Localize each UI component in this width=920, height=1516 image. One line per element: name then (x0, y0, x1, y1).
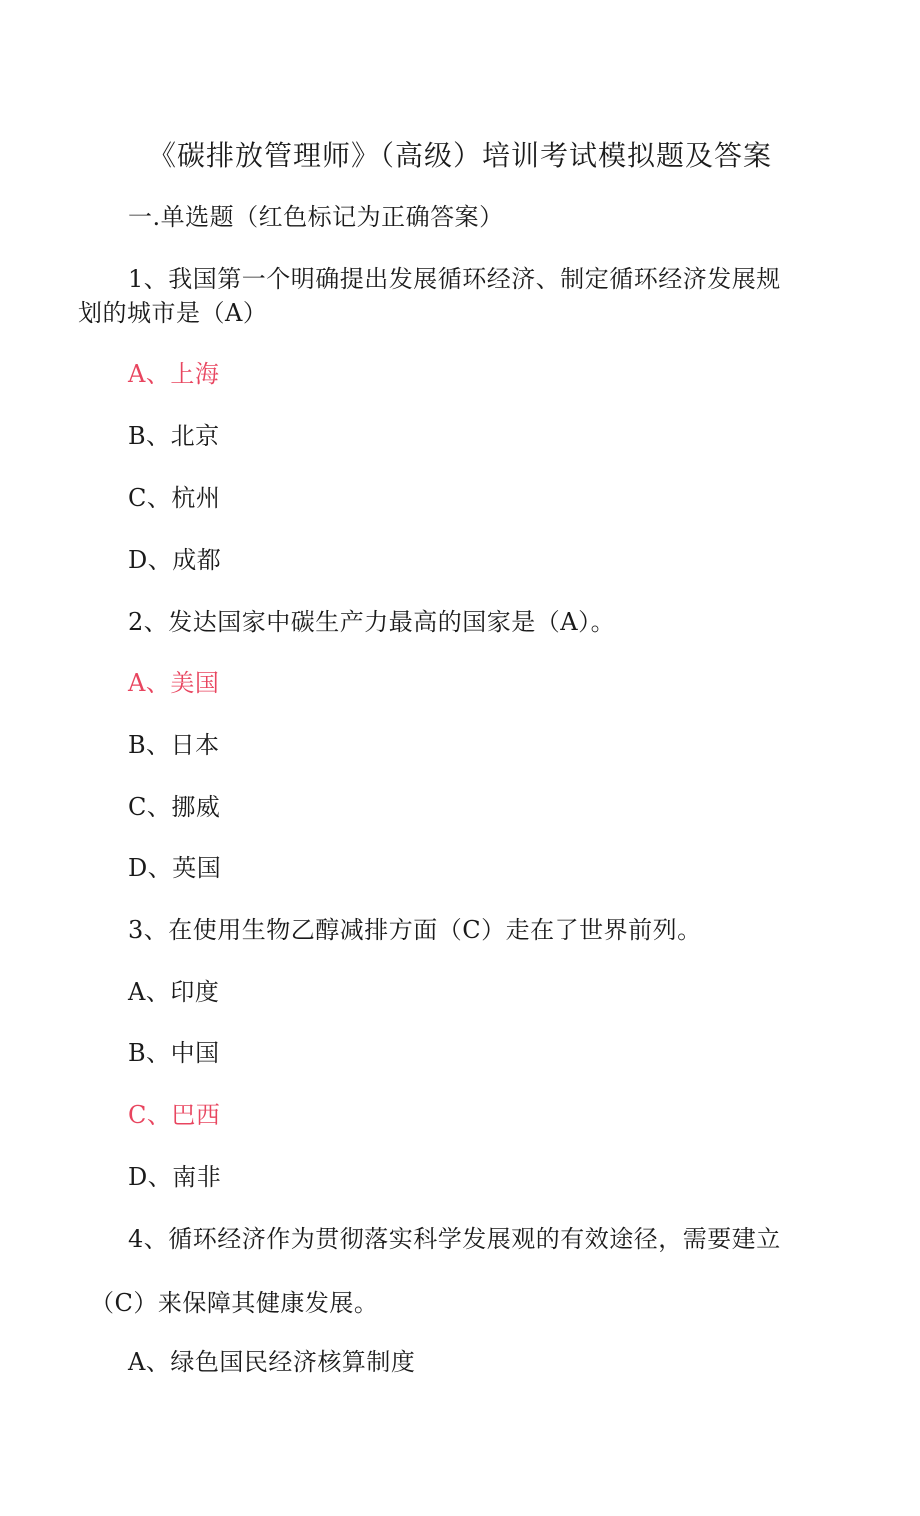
question-1-option-b: B、北京 (128, 422, 220, 450)
document-title: 《碳排放管理师》（高级）培训考试模拟题及答案 (147, 139, 772, 172)
question-3-option-d: D、南非 (128, 1163, 222, 1191)
question-4-stem-line-1: 4、循环经济作为贯彻落实科学发展观的有效途径，需要建立 (128, 1225, 781, 1253)
question-1-stem-line-1: 1、我国第一个明确提出发展循环经济、制定循环经济发展规 (128, 265, 781, 293)
question-4-option-a: A、绿色国民经济核算制度 (128, 1348, 416, 1376)
question-2-option-c: C、挪威 (128, 793, 221, 821)
question-3-option-a: A、印度 (128, 978, 220, 1006)
question-3-option-b: B、中国 (128, 1039, 220, 1067)
question-1-option-a-correct: A、上海 (128, 360, 220, 388)
question-3-option-c-correct: C、巴西 (128, 1101, 221, 1129)
section-heading: 一.单选题（红色标记为正确答案） (128, 203, 504, 231)
question-1-option-d: D、成都 (128, 546, 222, 574)
question-2-option-d: D、英国 (128, 854, 222, 882)
question-4-stem-line-2: （C）来保障其健康发展。 (90, 1289, 379, 1317)
question-2-option-a-correct: A、美国 (128, 669, 220, 697)
question-2-stem: 2、发达国家中碳生产力最高的国家是（A）。 (128, 608, 616, 636)
question-2-option-b: B、日本 (128, 731, 220, 759)
question-1-stem-line-2: 划的城市是（A） (78, 299, 268, 327)
question-3-stem: 3、在使用生物乙醇减排方面（C）走在了世界前列。 (128, 916, 702, 944)
question-1-option-c: C、杭州 (128, 484, 221, 512)
